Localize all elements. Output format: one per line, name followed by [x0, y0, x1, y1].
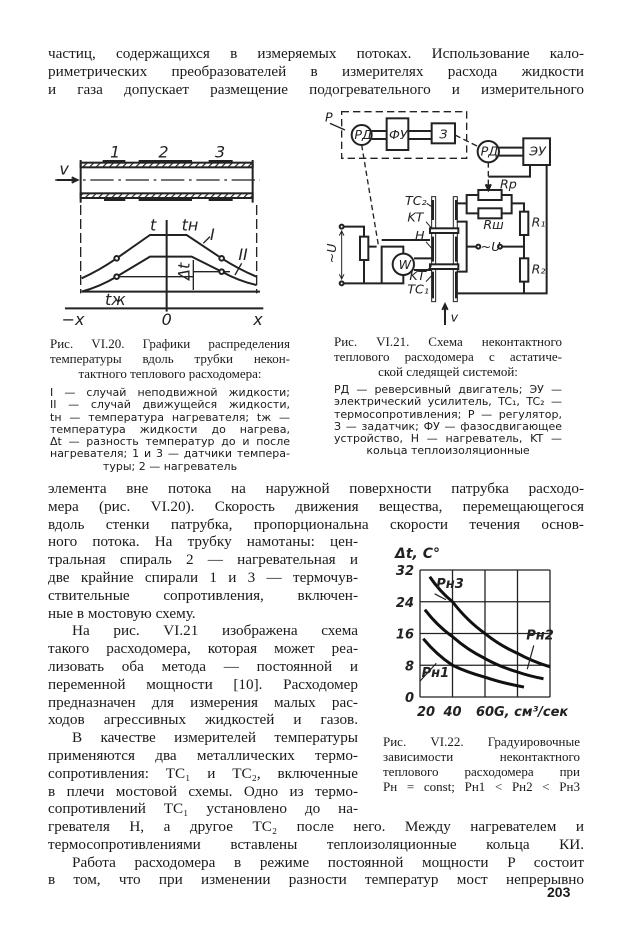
label-kt-top: KT — [407, 209, 424, 225]
text-line: риметрических преобразователей в измерителях расхода жидкости — [48, 62, 584, 80]
text-line: такого расходомера, которая может реа- — [48, 640, 358, 658]
series-label: Pн3 — [436, 576, 464, 592]
label-tc1: TC₁ — [407, 281, 429, 297]
text-line: элемента вне потока на наружной поверхности патрубка расходо- — [48, 480, 584, 497]
y-axis-label: Δt, C° — [395, 546, 440, 562]
text-line: тральная спираль 2 — нагревательная и — [48, 551, 358, 569]
text-line: две крайние спирали 1 и 3 — термочув- — [48, 568, 358, 586]
tzh-label: tж — [104, 289, 126, 309]
y-tick-label: 32 — [395, 564, 414, 579]
y-tick-label: 8 — [404, 659, 414, 675]
coil-label-3: 3 — [214, 142, 226, 162]
label-u-bridge: ~U — [480, 238, 501, 254]
caption-line: Рис. VI.20. Графики распределения — [50, 336, 290, 351]
text-line: сопротивлений TC₁ установлено до на- — [48, 800, 358, 818]
legend-line: устройство, H — нагреватель, KT — — [334, 432, 562, 446]
delta-t-label: Δt — [174, 262, 194, 280]
coil-label-1: 1 — [109, 142, 121, 162]
label-z: З — [439, 126, 448, 142]
label-w: W — [398, 256, 412, 272]
text-line: и газа допускает размещение подогревательного и измерительного — [48, 80, 584, 98]
label-eu: ЭУ — [529, 143, 546, 159]
text-line: ного потока. На трубку намотаны: цен- — [48, 533, 358, 551]
legend-line: РД — реверсивный двигатель; ЭУ — — [334, 383, 562, 396]
legend-line: II — случай движущейся жидкости, — [50, 398, 290, 412]
curve-I-label: I — [209, 224, 215, 244]
text-line: вдоль стенки патрубка, пропорциональна скорости течения основ- — [48, 515, 584, 533]
y-tick-label: 24 — [395, 595, 414, 611]
x-axis-label: G, см³/сек — [494, 705, 569, 720]
legend-line: электрический усилитель, TC₁, TC₂ — — [334, 395, 562, 409]
text-line: в том, что при изменении разности температур мост непрерывно — [48, 871, 584, 889]
figure-vi-22-caption — [383, 734, 580, 794]
label-rd1: РД — [354, 126, 372, 142]
caption-line: тактного теплового расходомера: — [78, 366, 262, 381]
label-p: P — [324, 109, 333, 125]
text-line: ные в мостовую схему. — [48, 604, 196, 622]
text-line: переменной мощности [10]. Расходомер — [48, 675, 358, 693]
legend-line: температура жидкости до нагрева, — [50, 422, 290, 436]
legend-line: кольца теплоизоляционные — [366, 444, 530, 458]
label-rsh: Rш — [483, 216, 504, 232]
caption-line: Рис. VI.22. Градуировочные — [383, 734, 580, 749]
x-tick-label: 60 — [475, 705, 495, 720]
minus-x-label: −x — [61, 309, 85, 329]
legend-line: туры; 2 — нагреватель — [102, 459, 238, 473]
text-line: В качестве измерителей температуры — [72, 729, 358, 747]
caption-line: Рис. VI.21. Схема неконтактного — [334, 334, 562, 349]
label-h: H — [414, 227, 425, 243]
caption-line: ской следящей системой: — [378, 364, 518, 379]
caption-line: зависимости неконтактного — [383, 749, 580, 764]
curve-II-label: II — [238, 244, 248, 264]
series-label: Pн1 — [421, 666, 450, 682]
text-line: частиц, содержащихся в измеряемых потоках. Использование кало- — [48, 45, 584, 62]
label-kt-bottom: KT — [409, 267, 426, 283]
text-line: Работа расходомера в режиме постоянной мощности P состоит — [72, 853, 584, 871]
origin-label: 0 — [161, 309, 172, 329]
velocity-label: v — [59, 159, 69, 179]
text-line: применяются два металлических термо- — [48, 746, 358, 764]
caption-line: температуры вдоль трубки некон- — [50, 351, 290, 366]
legend-line: нагревателя; 1 и 3 — датчики темпера- — [50, 447, 290, 461]
caption-line: теплового расходомера при — [383, 764, 580, 779]
text-line: ствительные сопротивления, включен- — [48, 586, 358, 604]
text-line: гревателя H, а другое TC₂ после него. Между нагревателем и — [48, 818, 584, 835]
t-label: t — [149, 215, 157, 235]
text-line: в плечи мостовой схемы. Одно из термо- — [48, 782, 358, 800]
series-label: Pн2 — [526, 628, 554, 644]
text-bottom — [48, 818, 584, 889]
label-r2: R₂ — [531, 261, 546, 277]
legend-line: tн — температура нагревателя; tж — — [50, 410, 290, 424]
caption-line: теплового расходомера с астатиче- — [334, 349, 562, 364]
x-label: x — [253, 309, 263, 329]
x-tick-label: 40 — [443, 705, 462, 720]
label-rp: Rр — [499, 176, 517, 192]
text-line: лизовать оба метода — постоянной и — [48, 657, 358, 675]
y-tick-label: 16 — [395, 627, 414, 643]
text-line: термосопротивлениями вставлены теплоизоляционные кольца КИ. — [48, 835, 584, 853]
label-rd2: РД — [480, 143, 499, 159]
legend-line: термосопротивления; P — регулятор, — [334, 407, 562, 421]
text-line: мера (рис. VI.20). Скорость движения вещества, перемещающегося — [48, 497, 584, 515]
label-tc2: TC₂ — [404, 192, 427, 208]
label-fu: ФУ — [388, 126, 408, 142]
caption-line: Pн = const; Pн1 < Pн2 < Pн3 — [383, 779, 580, 794]
x-tick-label: 20 — [416, 705, 436, 720]
tn-label: tн — [181, 215, 199, 235]
label-r1: R₁ — [531, 214, 546, 230]
legend-line: I — случай неподвижной жидкости; — [50, 386, 290, 399]
page-number: 203 — [547, 884, 571, 900]
coil-label-2: 2 — [158, 142, 169, 162]
legend-line: Δt — разность температур до и после — [50, 435, 290, 449]
label-u-supply: ~U — [323, 243, 339, 264]
text-line: ходов агрессивных жидкостей и газов. — [48, 711, 358, 729]
text-line: сопротивления: TC₁ и TC₂, включенные — [48, 764, 358, 782]
y-tick-label: 0 — [404, 691, 414, 706]
legend-line: З — задатчик; ФУ — фазосдвигающее — [334, 419, 562, 433]
label-v: v — [450, 309, 459, 325]
text-line: предназначен для измерения малых рас- — [48, 693, 358, 711]
text-line: На рис. VI.21 изображена схема — [72, 622, 358, 640]
